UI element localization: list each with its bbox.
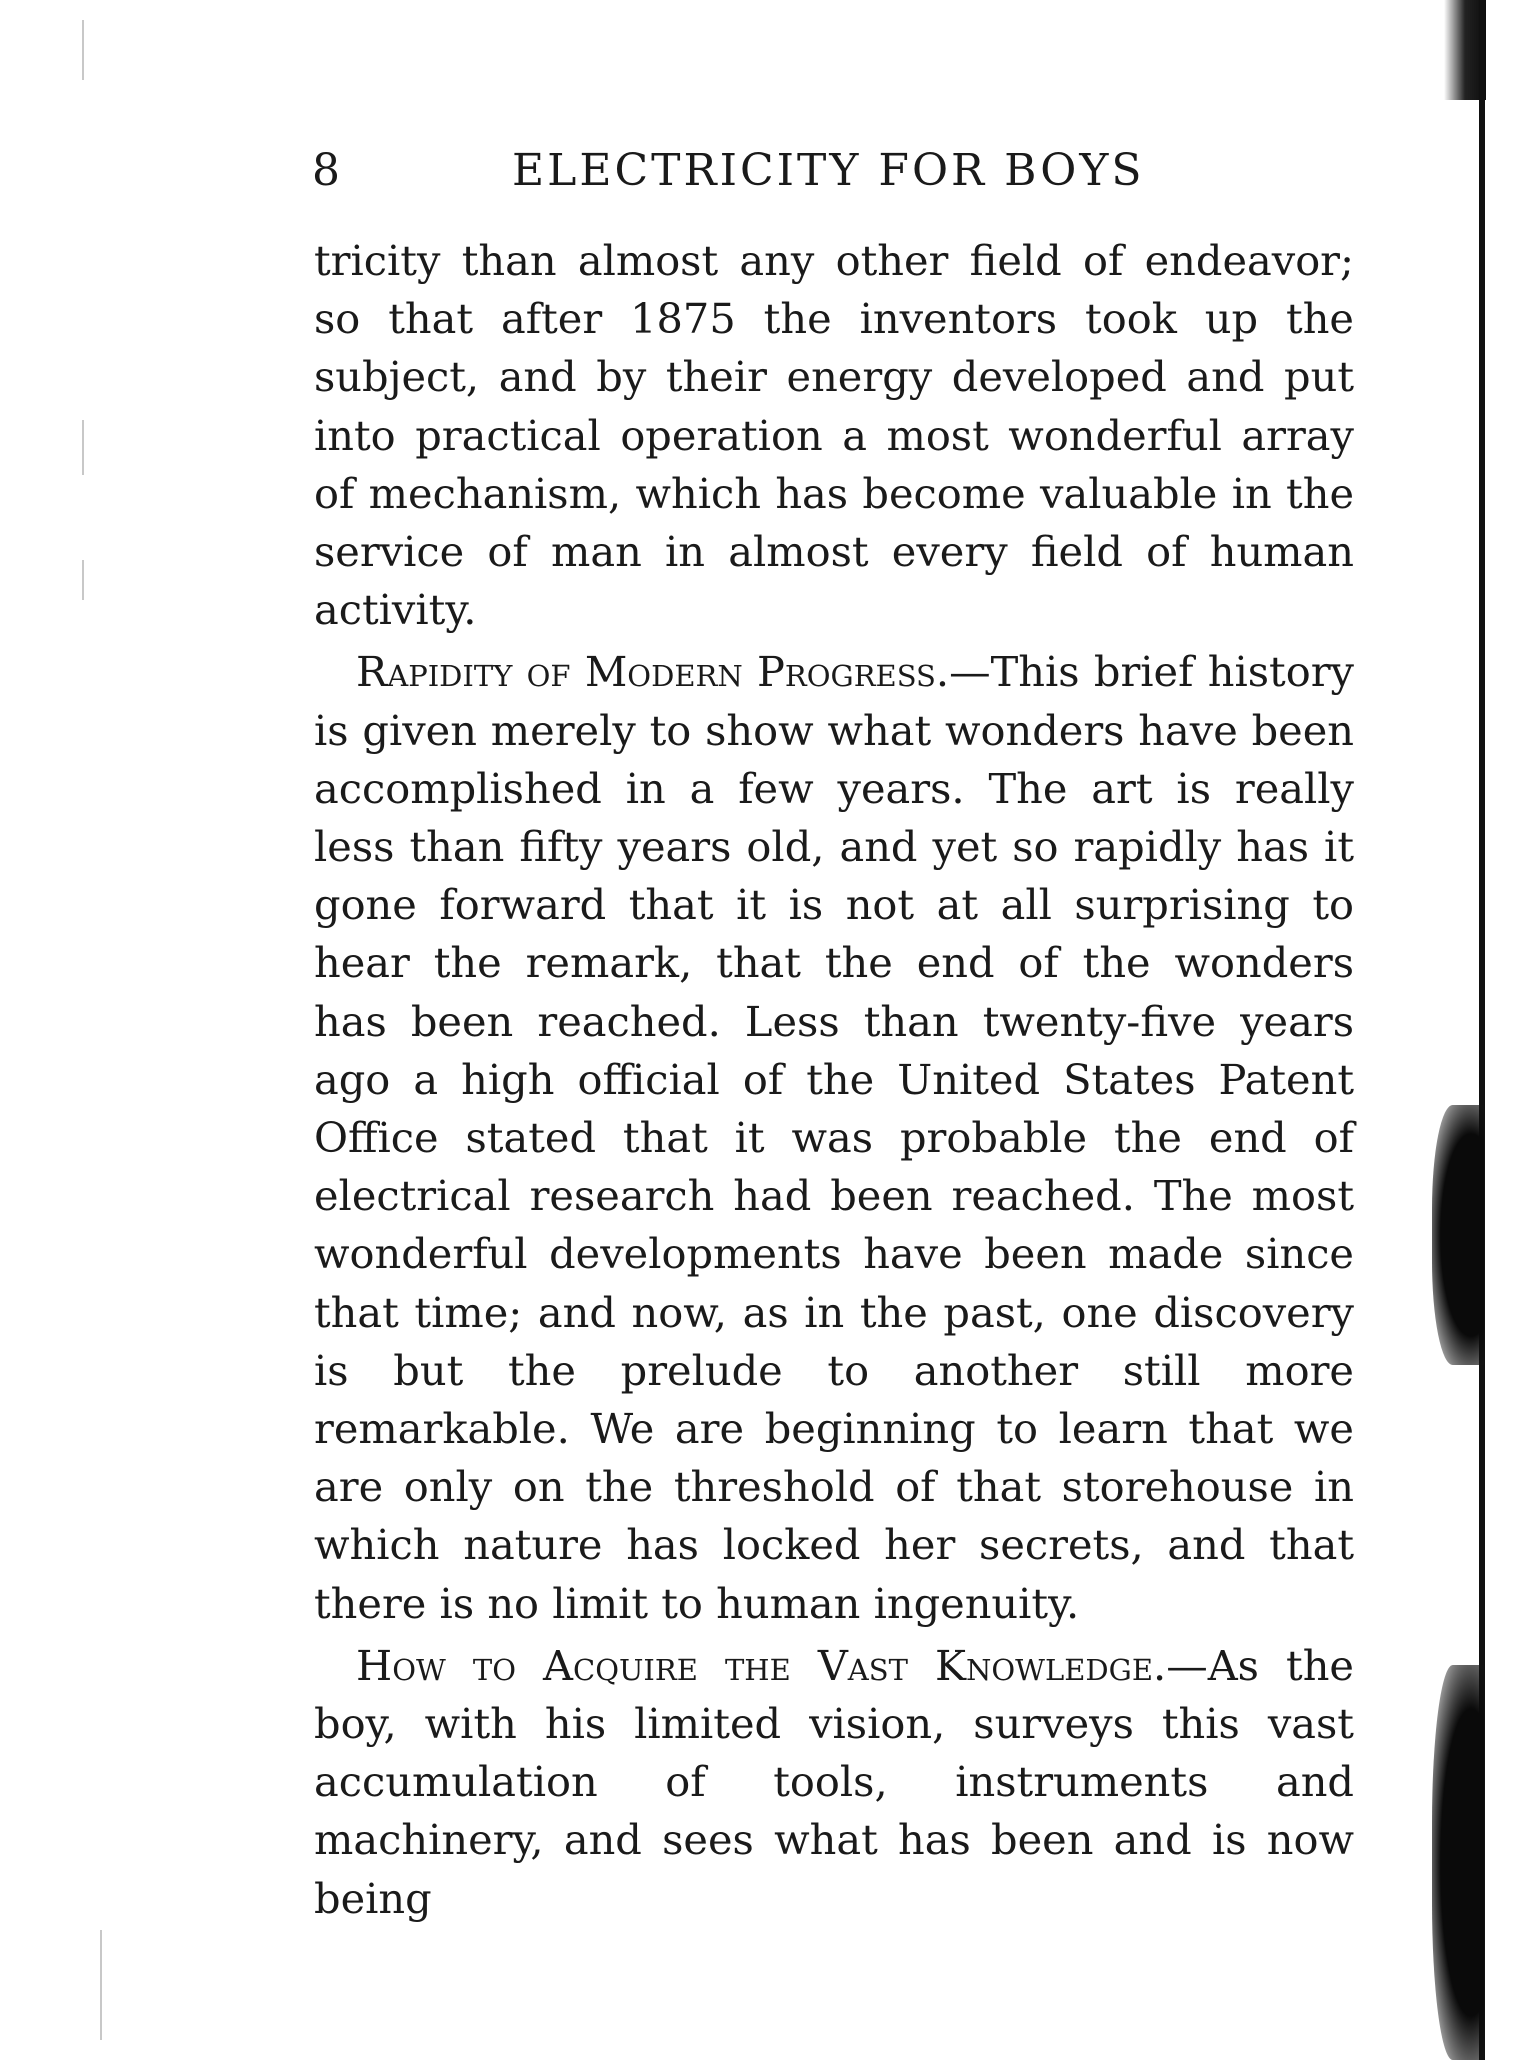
- section-heading: How to Acquire the Vast Knowledge.: [356, 1640, 1167, 1690]
- scan-artifact: [82, 20, 84, 80]
- paragraph-text: —As the boy, with his limited vision, surveys this vast accumulation of tools, instruments and machinery, and sees what has been and is now being: [314, 1640, 1354, 1923]
- paragraph-text: —This brief history is given merely to show what wonders have been accomplished in a few years. The art is really less than fifty years old, and yet so rapidly has it gone forward that it is not at all surprising to hear the remark, that the end of the wonders has been reached. Less than twenty-five years ago a high official of the United States Patent Office stated that it was probable the end of electrical research had been reached. The most wonderful developments have been made since that time; and now, as in the past, one discovery is but the prelude to another still more remarkable. We are beginning to learn that we are only on the threshold of that storehouse in which nature has locked her secrets, and that there is no limit to human ingenuity.: [314, 647, 1355, 1628]
- scan-artifact: [82, 560, 84, 600]
- scan-artifact: [100, 1930, 102, 2040]
- binding-shadow-middle: [1432, 1105, 1484, 1365]
- binding-shadow-bottom: [1432, 1665, 1484, 2060]
- book-title: ELECTRICITY FOR BOYS: [512, 145, 1145, 196]
- running-header: [312, 145, 1157, 205]
- page-number: 8: [312, 145, 341, 196]
- body-text: [314, 232, 1354, 1928]
- scan-artifact: [82, 420, 84, 475]
- section-heading: Rapidity of Modern Progress.: [356, 647, 950, 697]
- paragraph-continuation: [314, 232, 1354, 639]
- paragraph-acquire-knowledge: [314, 1637, 1354, 1928]
- paragraph-text: tricity than almost any other field of endeavor; so that after 1875 the inventors took up the subject, and by their energy developed and put into practical operation a most wonderful array of mechanism, which has become valuable in the service of man in almost every field of human activity.: [314, 236, 1354, 635]
- paragraph-rapidity-of-progress: [314, 643, 1354, 1632]
